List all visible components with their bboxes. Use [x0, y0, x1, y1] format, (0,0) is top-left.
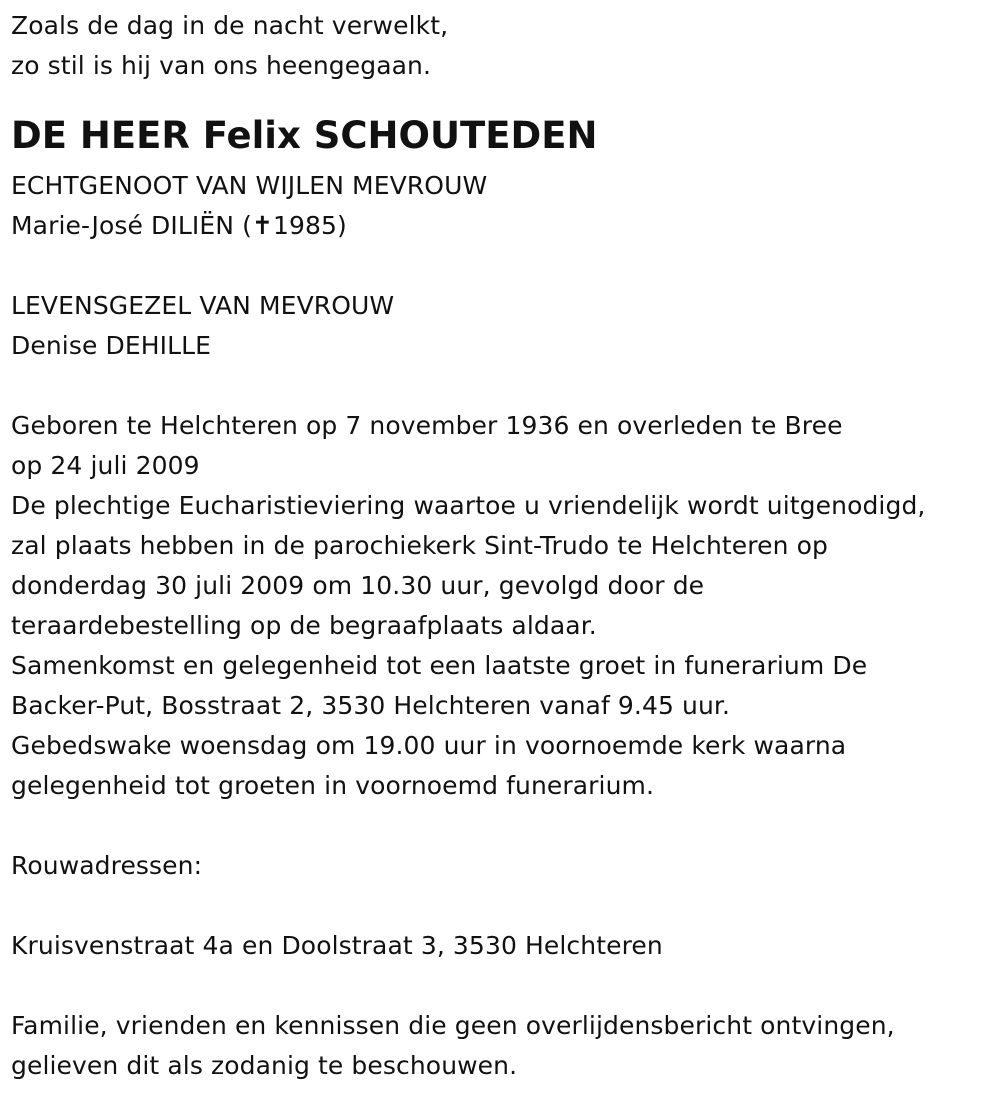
poem-line-2: zo stil is hij van ons heengegaan.	[11, 51, 432, 80]
details-line: gelegenheid tot groeten in voornoemd funerarium.	[11, 771, 655, 800]
closing-line-2: gelieven dit als zodanig te beschouwen.	[11, 1051, 518, 1080]
addresses-label: Rouwadressen:	[11, 851, 203, 880]
closing-line-1: Familie, vrienden en kennissen die geen overlijdensbericht ontvingen,	[11, 1011, 895, 1040]
spouse-name: Marie-José DILIËN (✝1985)	[11, 211, 347, 240]
spacer	[11, 366, 991, 406]
spouse-label: ECHTGENOOT VAN WIJLEN MEVROUW	[11, 171, 488, 200]
details-line: Gebedswake woensdag om 19.00 uur in voornoemde kerk waarna	[11, 731, 847, 760]
poem-line-1: Zoals de dag in de nacht verwelkt,	[11, 11, 449, 40]
details-line: donderdag 30 juli 2009 om 10.30 uur, gevolgd door de	[11, 571, 705, 600]
obituary-notice	[11, 6, 991, 1086]
details-line: Samenkomst en gelegenheid tot een laatste groet in funerarium De	[11, 651, 868, 680]
details-line: Backer-Put, Bosstraat 2, 3530 Helchteren vanaf 9.45 uur.	[11, 691, 731, 720]
partner-label: LEVENSGEZEL VAN MEVROUW	[11, 291, 395, 320]
spacer	[11, 886, 991, 926]
addresses-value: Kruisvenstraat 4a en Doolstraat 3, 3530 Helchteren	[11, 931, 663, 960]
spacer	[11, 246, 991, 286]
details-line: zal plaats hebben in de parochiekerk Sint-Trudo te Helchteren op	[11, 531, 828, 560]
details-line: teraardebestelling op de begraafplaats aldaar.	[11, 611, 597, 640]
spacer	[11, 806, 991, 846]
details-line: De plechtige Eucharistieviering waartoe u vriendelijk wordt uitgenodigd,	[11, 491, 926, 520]
details-line: op 24 juli 2009	[11, 451, 200, 480]
spacer	[11, 966, 991, 1006]
deceased-name-title: DE HEER Felix SCHOUTEDEN	[11, 114, 598, 157]
partner-name: Denise DEHILLE	[11, 331, 212, 360]
details-line: Geboren te Helchteren op 7 november 1936 en overleden te Bree	[11, 411, 843, 440]
